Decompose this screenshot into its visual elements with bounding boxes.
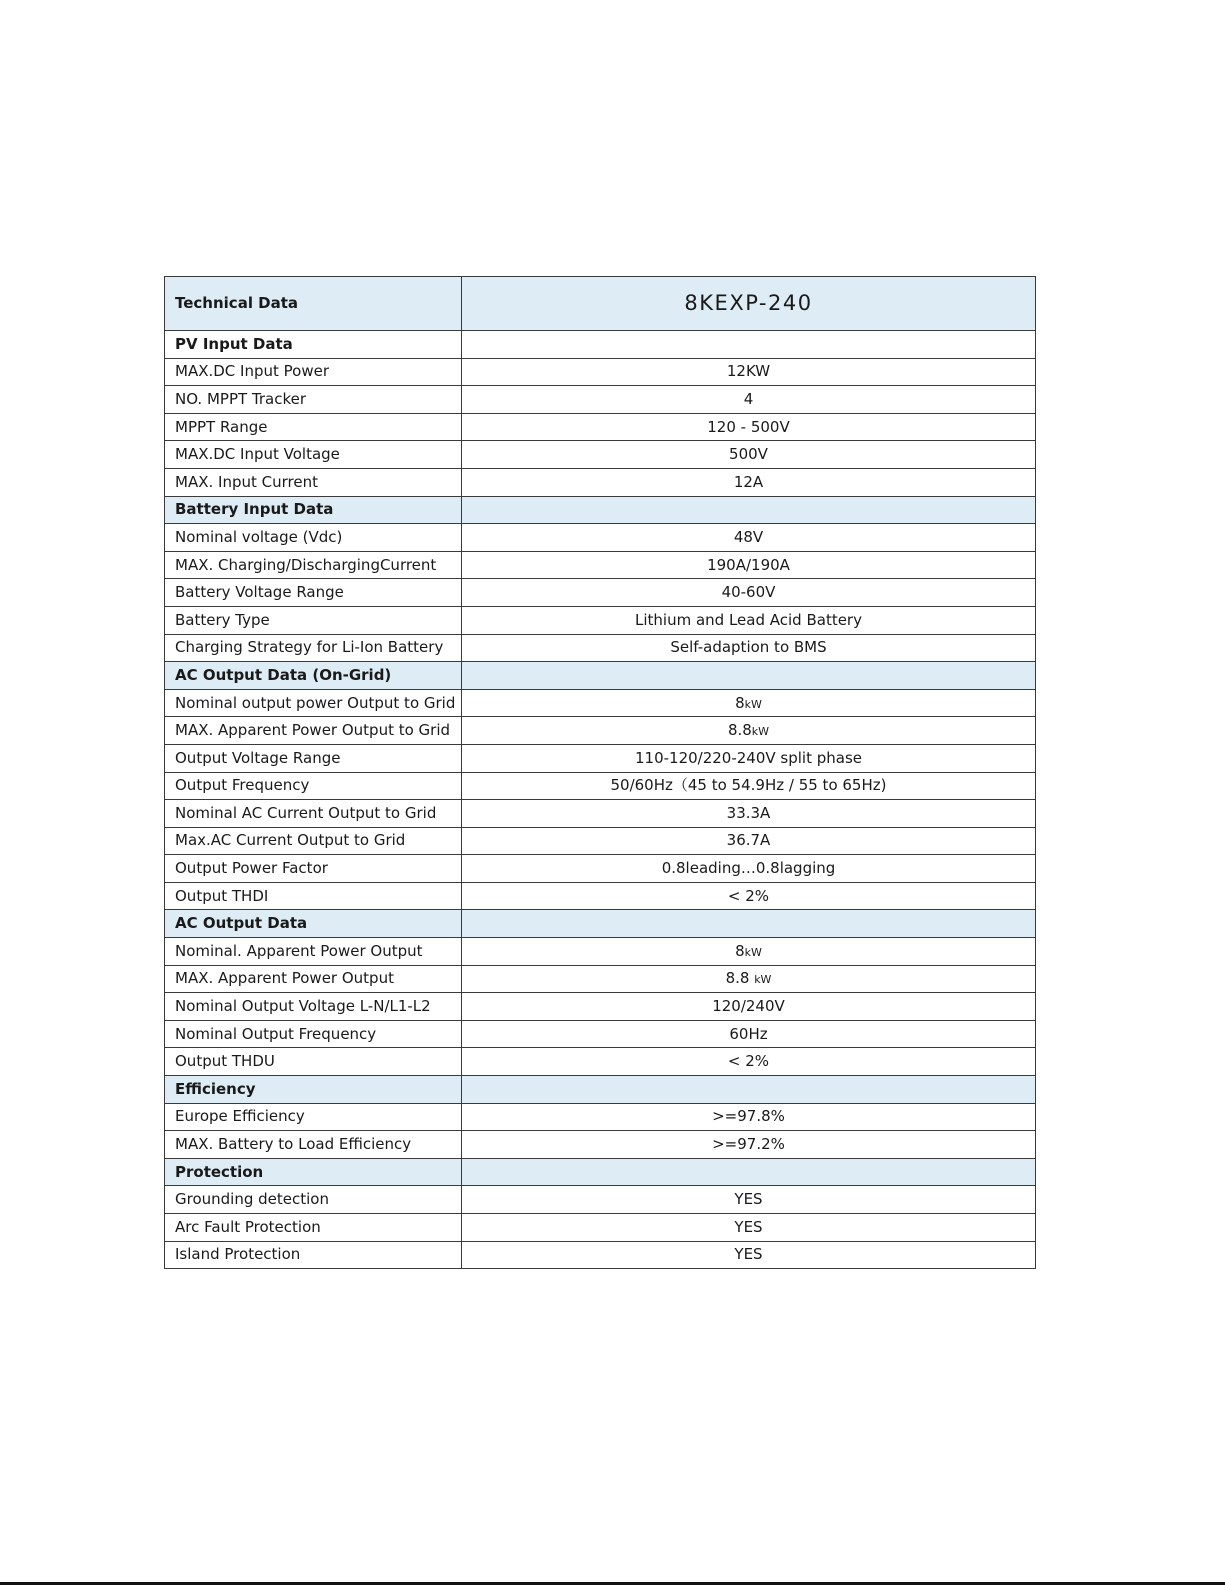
spec-label: Nominal AC Current Output to Grid	[165, 800, 462, 828]
spec-value-cell	[462, 1241, 1036, 1269]
spec-label: Nominal Output Frequency	[165, 1020, 462, 1048]
spec-label: MAX. Apparent Power Output	[165, 965, 462, 993]
spec-label: Grounding detection	[165, 1186, 462, 1214]
spec-value: 110-120/220-240V split phase	[634, 748, 862, 767]
model-name: 8KEXP-240	[462, 277, 1036, 331]
spec-value: >=97.2%	[712, 1135, 785, 1154]
spec-label: Island Protection	[165, 1241, 462, 1269]
spec-label: NO. MPPT Tracker	[165, 386, 462, 414]
section-header-row	[165, 496, 1036, 524]
spec-label: MAX. Apparent Power Output to Grid	[165, 717, 462, 745]
spec-value: Self-adaption to BMS	[670, 638, 827, 657]
section-header-row	[165, 1076, 1036, 1104]
spec-value-cell	[462, 579, 1036, 607]
section-title: Efficiency	[165, 1076, 462, 1104]
section-empty-cell	[462, 1158, 1036, 1186]
spec-value: >=97.8%	[712, 1107, 785, 1126]
spec-label: Nominal Output Voltage L-N/L1-L2	[165, 993, 462, 1021]
section-empty-cell	[462, 662, 1036, 690]
spec-value: 4	[743, 389, 754, 408]
spec-value-cell	[462, 744, 1036, 772]
spec-value: YES	[734, 1217, 763, 1236]
section-empty-cell	[462, 496, 1036, 524]
spec-value: 33.3A	[726, 803, 771, 822]
spec-unit: kW	[751, 725, 770, 739]
table-row	[165, 689, 1036, 717]
table-row	[165, 1103, 1036, 1131]
table-row	[165, 1214, 1036, 1242]
spec-value-cell	[462, 413, 1036, 441]
table-row	[165, 1131, 1036, 1159]
spec-value-cell	[462, 827, 1036, 855]
spec-value-cell	[462, 855, 1036, 883]
table-row	[165, 800, 1036, 828]
spec-value: 0.8leading…0.8lagging	[661, 859, 836, 878]
spec-value: YES	[734, 1190, 763, 1209]
spec-value: < 2%	[727, 1052, 770, 1071]
spec-value: 120 - 500V	[707, 417, 790, 436]
spec-label: MAX. Charging/DischargingCurrent	[165, 551, 462, 579]
spec-label: Nominal. Apparent Power Output	[165, 938, 462, 966]
spec-value: 500V	[729, 445, 768, 464]
table-row	[165, 882, 1036, 910]
spec-label: Nominal voltage (Vdc)	[165, 524, 462, 552]
spec-value: 8	[735, 941, 745, 960]
spec-value-cell	[462, 1048, 1036, 1076]
spec-unit: kW	[744, 697, 762, 711]
spec-value: 120/240V	[712, 997, 785, 1016]
table-header-row	[165, 277, 1036, 331]
section-empty-cell	[462, 910, 1036, 938]
table-row	[165, 717, 1036, 745]
spec-label: Europe Efficiency	[165, 1103, 462, 1131]
spec-label: Output Frequency	[165, 772, 462, 800]
technical-data-table	[164, 276, 1036, 1269]
spec-value-cell	[462, 441, 1036, 469]
table-row	[165, 468, 1036, 496]
spec-value: 12KW	[726, 362, 771, 381]
spec-value: 48V	[733, 527, 764, 546]
spec-value: 8	[735, 693, 745, 712]
spec-label: MPPT Range	[165, 413, 462, 441]
section-header-row	[165, 331, 1036, 359]
spec-label: MAX. Input Current	[165, 468, 462, 496]
spec-value-cell	[462, 1186, 1036, 1214]
spec-label: MAX.DC Input Power	[165, 358, 462, 386]
spec-value: Lithium and Lead Acid Battery	[635, 610, 862, 629]
spec-value-cell	[462, 1131, 1036, 1159]
table-row	[165, 606, 1036, 634]
spec-value: 40-60V	[721, 583, 776, 602]
table-row	[165, 441, 1036, 469]
table-row	[165, 938, 1036, 966]
table-row	[165, 1048, 1036, 1076]
spec-value: < 2%	[727, 886, 770, 905]
spec-label: MAX.DC Input Voltage	[165, 441, 462, 469]
spec-value: 8.8	[727, 721, 752, 740]
spec-label: Output Voltage Range	[165, 744, 462, 772]
spec-value: 12A	[733, 472, 764, 491]
section-header-row	[165, 662, 1036, 690]
spec-value-cell	[462, 993, 1036, 1021]
table-row	[165, 744, 1036, 772]
section-header-row	[165, 910, 1036, 938]
spec-value: 8.8	[725, 969, 755, 988]
spec-label: Output Power Factor	[165, 855, 462, 883]
spec-value-cell	[462, 965, 1036, 993]
table-row	[165, 386, 1036, 414]
table-row	[165, 993, 1036, 1021]
spec-label: Nominal output power Output to Grid	[165, 689, 462, 717]
section-title: Battery Input Data	[165, 496, 462, 524]
table-row	[165, 1020, 1036, 1048]
spec-label: MAX. Battery to Load Efficiency	[165, 1131, 462, 1159]
section-title: PV Input Data	[165, 331, 462, 359]
table-row	[165, 1186, 1036, 1214]
spec-label: Battery Type	[165, 606, 462, 634]
table-row	[165, 551, 1036, 579]
spec-label: Output THDI	[165, 882, 462, 910]
spec-label: Output THDU	[165, 1048, 462, 1076]
spec-value-cell	[462, 689, 1036, 717]
table-row	[165, 634, 1036, 662]
spec-value: 50/60Hz（45 to 54.9Hz / 55 to 65Hz)	[610, 776, 887, 795]
section-title: AC Output Data (On-Grid)	[165, 662, 462, 690]
spec-value-cell	[462, 1214, 1036, 1242]
spec-value-cell	[462, 634, 1036, 662]
table-row	[165, 965, 1036, 993]
section-empty-cell	[462, 1076, 1036, 1104]
spec-unit: kW	[744, 945, 762, 959]
table-row	[165, 855, 1036, 883]
spec-value-cell	[462, 1020, 1036, 1048]
spec-unit: kW	[754, 973, 772, 987]
section-empty-cell	[462, 331, 1036, 359]
spec-label: Battery Voltage Range	[165, 579, 462, 607]
section-title: AC Output Data	[165, 910, 462, 938]
table-row	[165, 579, 1036, 607]
spec-value-cell	[462, 1103, 1036, 1131]
spec-value-cell	[462, 606, 1036, 634]
spec-value-cell	[462, 800, 1036, 828]
spec-value-cell	[462, 468, 1036, 496]
section-header-row	[165, 1158, 1036, 1186]
spec-value-cell	[462, 882, 1036, 910]
spec-value-cell	[462, 524, 1036, 552]
table-row	[165, 413, 1036, 441]
table-body	[165, 277, 1036, 1269]
spec-label: Arc Fault Protection	[165, 1214, 462, 1242]
spec-value: 36.7A	[726, 831, 771, 850]
spec-value: 190A/190A	[707, 555, 790, 574]
spec-value-cell	[462, 358, 1036, 386]
spec-value: 60Hz	[729, 1024, 768, 1043]
spec-value-cell	[462, 717, 1036, 745]
table-row	[165, 1241, 1036, 1269]
table-row	[165, 772, 1036, 800]
spec-value-cell	[462, 772, 1036, 800]
spec-value: YES	[734, 1245, 763, 1264]
spec-value-cell	[462, 551, 1036, 579]
spec-value-cell	[462, 938, 1036, 966]
spec-value-cell	[462, 386, 1036, 414]
spec-label: Max.AC Current Output to Grid	[165, 827, 462, 855]
section-title: Protection	[165, 1158, 462, 1186]
table-row	[165, 358, 1036, 386]
header-label: Technical Data	[165, 277, 462, 331]
spec-label: Charging Strategy for Li-Ion Battery	[165, 634, 462, 662]
table-row	[165, 827, 1036, 855]
table-row	[165, 524, 1036, 552]
